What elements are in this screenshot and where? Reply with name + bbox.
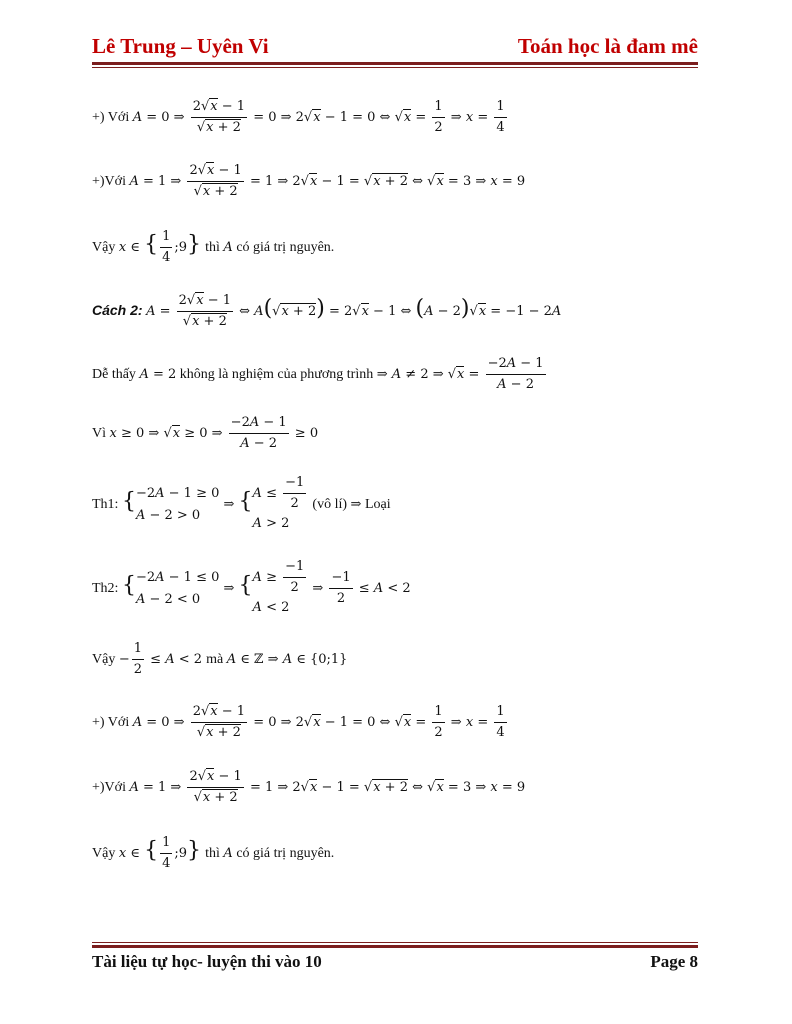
text-fragment: Vậy (92, 652, 116, 667)
case-prefix: +)Với (92, 174, 126, 189)
case-prefix: +)Với (92, 780, 126, 795)
math-set: x ∈ { $\frac{1}{4}$ ;9} (118, 229, 201, 265)
footer-rule-thin (92, 942, 698, 943)
method-2-label: Cách 2: (92, 302, 143, 318)
var-a: A (223, 240, 233, 255)
case-a-equals-1 (92, 162, 525, 201)
math-expression: A = 2√ x − 1 √ x + 2 ⇔ A(√ x + 2) = 2√ x − 1 ⇔ (A − 2)√ x = −1 − 2A (146, 304, 561, 319)
case-prefix: +) Với (92, 110, 130, 125)
implies-arrow: ⇒ (350, 497, 362, 512)
math-expression: A ∈ ℤ ⇒ A ∈ {0;1} (226, 652, 348, 667)
since-line (92, 414, 318, 453)
math-expression: A = 0 ⇒ 2√ x − 1 √ x + 2 = 0 ⇒ 2√ x − 1 = 0 ⇔ √ x = $\frac{1}{2}$ ⇒ x = $\frac{1}{4}$ (133, 110, 509, 125)
method-2 (92, 292, 561, 331)
math-a2: A = 2 (139, 367, 177, 382)
header-rule-thin (92, 67, 698, 68)
page-header (92, 34, 698, 64)
conclusion-label: Vậy (92, 846, 116, 861)
math-expression: A = 1 ⇒ 2√ x − 1 √ x + 2 = 1 ⇒ 2√ x − 1 = √ x + 2 ⇔ √ x = 3 ⇒ x = 9 (129, 780, 525, 795)
text-fragment: có giá trị nguyên. (236, 240, 335, 255)
case-label: Th2: (92, 581, 119, 596)
text-fragment: thì (205, 846, 220, 861)
case-label: Th1: (92, 497, 119, 512)
conclusion-1 (92, 228, 334, 267)
text-fragment: Dễ thấy (92, 367, 136, 382)
text-fragment: không là nghiệm của phương trình (179, 367, 374, 382)
text-fragment: Vì (92, 426, 106, 441)
case-a-equals-0 (92, 98, 509, 137)
math-expression: x ≥ 0 ⇒ √ x ≥ 0 ⇒ $\frac{-2A - 1}{A - 2}$ ≥ 0 (110, 426, 319, 441)
header-author: Lê Trung – Uyên Vi (92, 34, 269, 58)
math-expression: ⇒ A ≠ 2 ⇒ √ x = $\frac{-2A - 1}{A - 2}$ (377, 367, 548, 382)
case-a-equals-1-repeat (92, 768, 525, 807)
math-set: x ∈ { $\frac{1}{4}$ ;9} (118, 835, 201, 871)
text-fragment: thì (205, 240, 220, 255)
math-range: − $\frac{1}{2}$ ≤ A < 2 (118, 641, 207, 677)
header-rule (92, 62, 698, 65)
contradiction-note: (vô lí) (312, 497, 348, 512)
math-expression: { −2A − 1 ≥ 0 A − 2 > 0 ⇒ { A ≤ $\frac{-1}{2}$ A > 2 (121, 475, 305, 531)
case-prefix: +) Với (92, 715, 130, 730)
conclusion-label: Vậy (92, 240, 116, 255)
case-a-equals-0-repeat (92, 703, 509, 742)
math-expression: A = 1 ⇒ 2√ x − 1 √ x + 2 = 1 ⇒ 2√ x − 1 = √ x + 2 ⇔ √ x = 3 ⇒ x = 9 (129, 174, 525, 189)
text-fragment: mà (206, 652, 224, 667)
page-number: Page 8 (650, 952, 698, 971)
math-expression: A = 0 ⇒ 2√ x − 1 √ x + 2 = 0 ⇒ 2√ x − 1 = 0 ⇔ √ x = $\frac{1}{2}$ ⇒ x = $\frac{1}{4}$ (133, 715, 509, 730)
observation (92, 355, 548, 394)
footer-title: Tài liệu tự học- luyện thi vào 10 (92, 952, 322, 971)
case-th2 (92, 558, 411, 619)
var-a: A (223, 846, 233, 861)
range-conclusion (92, 640, 347, 679)
case-th1 (92, 474, 391, 535)
conclusion-2 (92, 834, 334, 873)
rejected-label: Loại (364, 497, 391, 512)
footer-rule (92, 945, 698, 948)
math-expression: { −2A − 1 ≤ 0 A − 2 < 0 ⇒ { A ≥ $\frac{-1}{2}$ A < 2 ⇒ $\frac{-1}{2}$ ≤ A < 2 (121, 559, 411, 615)
header-motto: Toán học là đam mê (517, 34, 698, 58)
text-fragment: có giá trị nguyên. (236, 846, 335, 861)
